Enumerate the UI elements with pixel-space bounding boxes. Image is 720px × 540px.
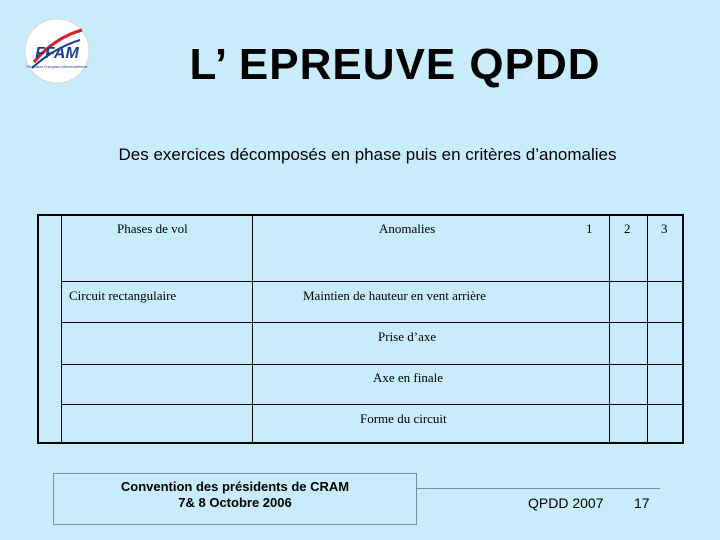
grid-line [61, 404, 682, 405]
logo-subtext: Fédération Française d'Aéromodélisme [26, 65, 88, 69]
header-anomalies: Anomalies [379, 221, 436, 236]
footer-line-2: 7& 8 Octobre 2006 [178, 495, 292, 510]
anomaly-cell-3: Axe en finale [373, 370, 444, 385]
anomalies-table [37, 214, 684, 444]
anomaly-cell-4: Forme du circuit [360, 411, 447, 426]
phase-cell: Circuit rectangulaire [69, 288, 177, 303]
grid-line [61, 281, 682, 282]
page-subtitle: Des exercices décomposés en phase puis en critères d’anomalies [118, 145, 617, 164]
grid-line [609, 216, 610, 442]
header-phases: Phases de vol [117, 221, 188, 236]
footer-doc-label: QPDD 2007 [528, 495, 604, 511]
header-col-2: 2 [624, 221, 631, 236]
grid-line [61, 216, 62, 442]
grid-line [252, 216, 253, 442]
anomaly-cell-2: Prise d’axe [378, 329, 437, 344]
grid-line [61, 364, 682, 365]
grid-line [61, 322, 682, 323]
page-title: L’ EPREUVE QPDD [189, 40, 601, 89]
grid-line [647, 216, 648, 442]
header-col-3: 3 [661, 221, 668, 236]
footer-event-box [53, 473, 417, 525]
header-col-1: 1 [586, 221, 593, 236]
logo-text: FFAM [35, 45, 79, 62]
page-number: 17 [634, 495, 650, 511]
footer-line-1: Convention des présidents de CRAM [120, 479, 350, 494]
anomaly-cell-1: Maintien de hauteur en vent arrière [303, 288, 486, 303]
footer-divider [416, 488, 660, 489]
